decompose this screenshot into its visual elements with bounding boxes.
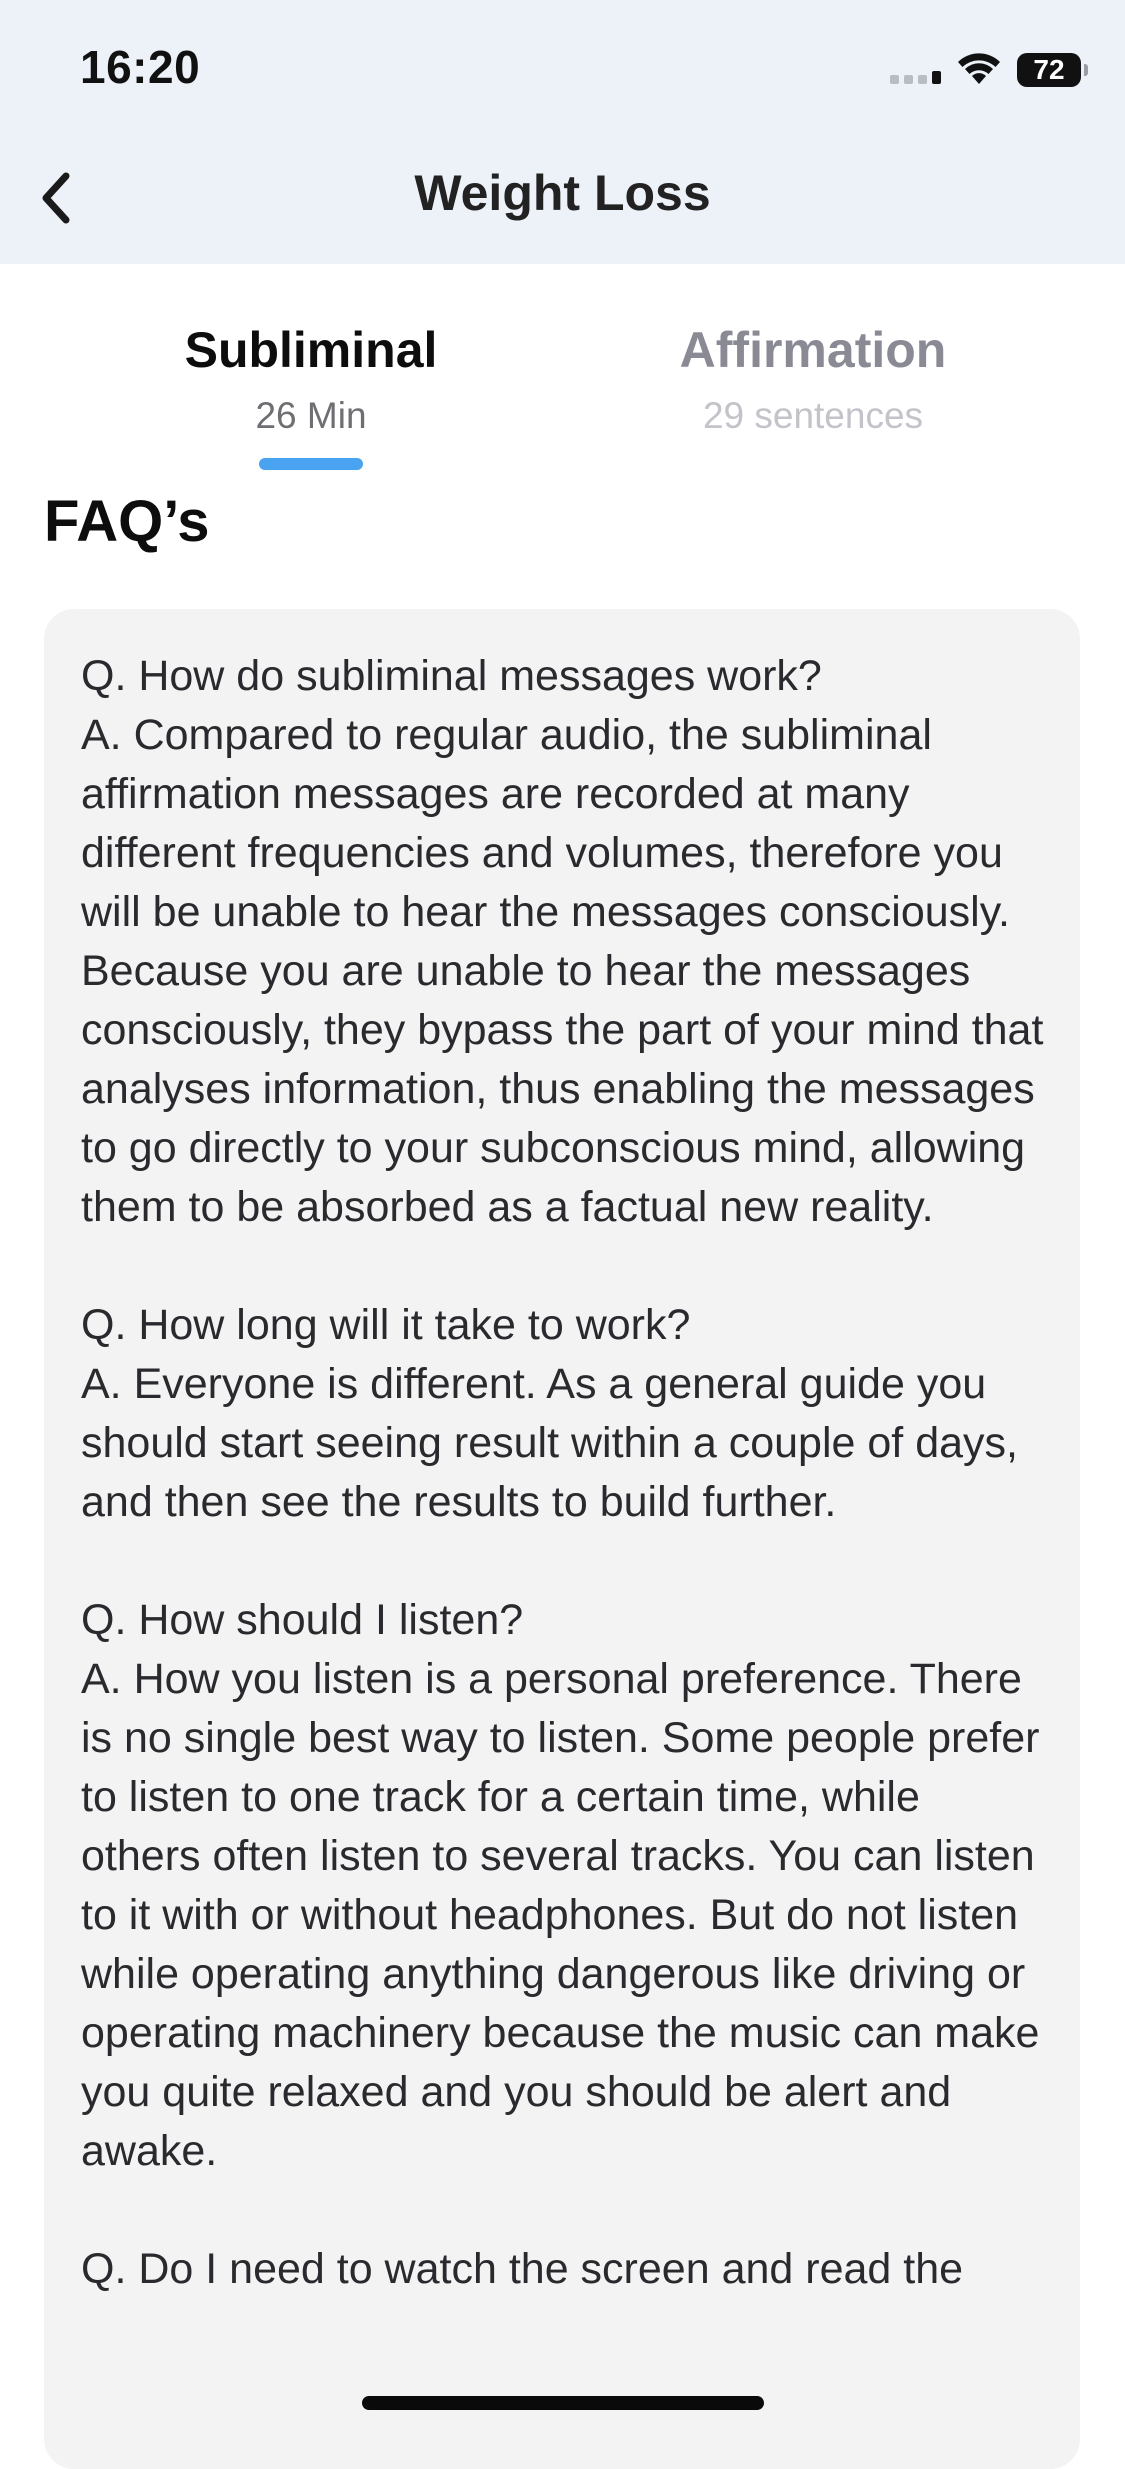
tab-count: 29 sentences	[702, 395, 924, 436]
tab-affirmation[interactable]	[613, 312, 1013, 444]
faq-item	[81, 647, 1044, 1237]
faq-heading: FAQ’s	[44, 489, 210, 554]
faq-question: Q. How long will it take to work?	[81, 1301, 691, 1349]
tab-label: Subliminal	[184, 322, 438, 378]
tab-duration: 26 Min	[255, 395, 367, 436]
faq-answer: A. Everyone is different. As a general guide you should start seeing result within a couple of days, and then see the results to build further.	[81, 1360, 1018, 1526]
faq-item	[81, 1296, 1044, 1532]
faq-item	[81, 2240, 1044, 2299]
faq-item	[81, 1591, 1044, 2181]
wifi-icon	[957, 53, 1001, 87]
tab-subliminal[interactable]	[111, 312, 511, 444]
faq-question: Q. Do I need to watch the screen and read the	[81, 2245, 964, 2293]
faq-answer: A. How you listen is a personal preference. There is no single best way to listen. Some people prefer to listen to one track for a certain time, while others often listen to several tracks. You can listen to it with or without headphones. But do not listen while operating anything dangerous like driving or operating machinery because the music can make you quite relaxed and you should be alert and awake.	[81, 1655, 1040, 2175]
header	[0, 0, 1125, 264]
status-icons	[890, 48, 1081, 92]
home-indicator[interactable]	[362, 2396, 764, 2410]
tab-label: Affirmation	[679, 322, 947, 378]
faq-answer: A. Compared to regular audio, the subliminal affirmation messages are recorded at many different frequencies and volumes, therefore you will be unable to hear the messages consciously. Because you are unable to hear the messages consciously, they bypass the part of your mind that analyses information, thus enabling the messages to go directly to your subconscious mind, allowing them to be absorbed as a factual new reality.	[81, 711, 1044, 1231]
page-title: Weight Loss	[414, 165, 711, 221]
faq-question: Q. How do subliminal messages work?	[81, 652, 822, 700]
faq-card[interactable]	[44, 609, 1080, 2469]
cellular-signal-icon	[890, 56, 941, 84]
status-time: 16:20	[80, 41, 201, 93]
active-tab-indicator	[259, 458, 363, 470]
battery-icon: 72	[1017, 53, 1081, 87]
faq-question: Q. How should I listen?	[81, 1596, 524, 1644]
